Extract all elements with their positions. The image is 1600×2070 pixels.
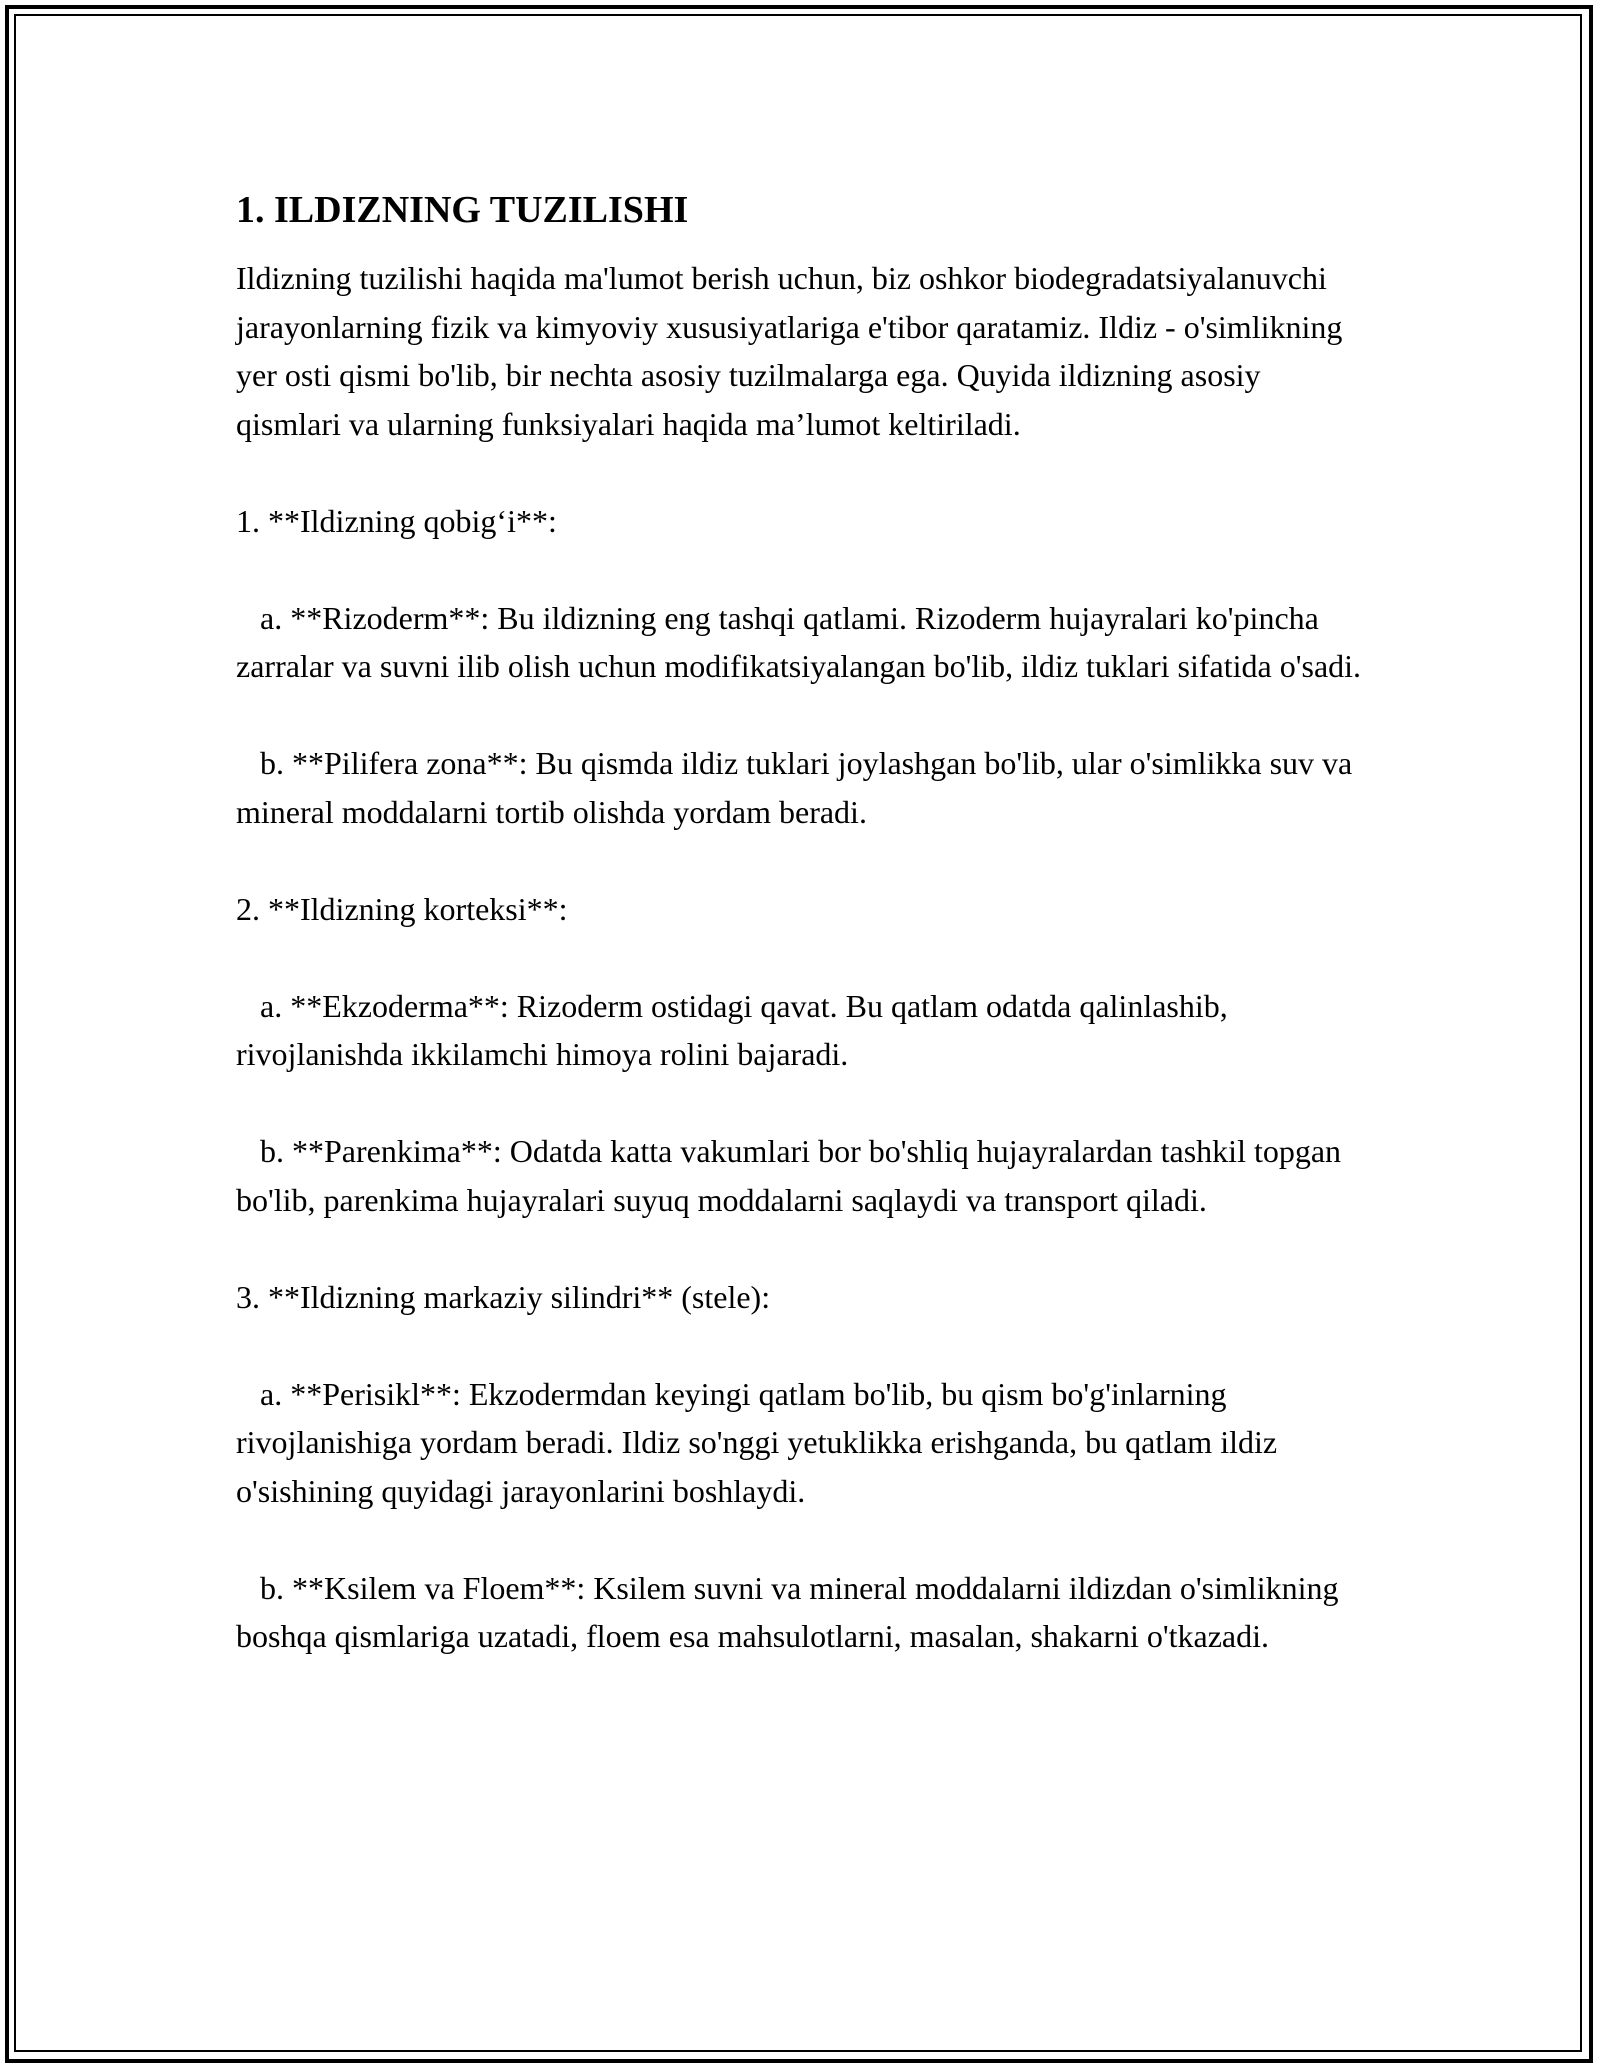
document-title: 1. ILDIZNING TUZILISHI: [236, 189, 689, 231]
list-item-ksilem-floem: b. **Ksilem va Floem**: Ksilem suvni va mineral moddalarni ildizdan o'simlikning boshqa qismlariga uzatadi, floem esa mahsulotlarni, masalan, shakarni o'tkazadi.: [236, 1569, 1347, 1654]
list-item-ekzoderma: a. **Ekzoderma**: Rizoderm ostidagi qavat. Bu qatlam odatda qalinlashib, rivojlanishda ikkilamchi himoya rolini bajaradi.: [236, 987, 1236, 1072]
document-body: [236, 186, 1366, 1661]
paragraph-gap: [236, 836, 1366, 885]
list-item-pilifera-zona: b. **Pilifera zona**: Bu qismda ildiz tuklari joylashgan bo'lib, ular o'simlikka suv va mineral moddalarni tortib olishda yordam beradi.: [236, 745, 1361, 830]
paragraph-gap: [236, 1515, 1366, 1564]
list-item-rizoderm: a. **Rizoderm**: Bu ildizning eng tashqi qatlami. Rizoderm hujayralari ko'pincha zarralar va suvni ilib olish uchun modifikatsiyalangan bo'lib, ildiz tuklari sifatida o'sadi.: [236, 599, 1362, 684]
intro-paragraph: Ildizning tuzilishi haqida ma'lumot berish uchun, biz oshkor biodegradatsiyalanuvchi jarayonlarning fizik va kimyoviy xususiyatlariga e'tibor qaratamiz. Ildiz - o'simlikning yer osti qismi bo'lib, bir nechta asosiy tuzilmalarga ega. Quyida ildizning asosiy qismlari va ularning funksiyalari haqida ma’lumot keltiriladi.: [236, 260, 1351, 442]
section-heading-markaziy-silindr: 3. **Ildizning markaziy silindri** (stele):: [236, 1278, 771, 1315]
paragraph-gap: [236, 1079, 1366, 1128]
paragraph-gap: [236, 1224, 1366, 1273]
paragraph-gap: [236, 448, 1366, 497]
paragraph-gap: [236, 545, 1366, 594]
paragraph-gap: [236, 933, 1366, 982]
list-item-perisikl: a. **Perisikl**: Ekzodermdan keyingi qatlam bo'lib, bu qism bo'g'inlarning rivojlanishiga yordam beradi. Ildiz so'nggi yetuklikka erishganda, bu qatlam ildiz o'sishining quyidagi jarayonlarini boshlaydi.: [236, 1375, 1286, 1509]
paragraph-gap: [236, 691, 1366, 740]
list-item-parenkima: b. **Parenkima**: Odatda katta vakumlari bor bo'shliq hujayralardan tashkil topgan bo'lib, parenkima hujayralari suyuq moddalarni saqlaydi va transport qiladi.: [236, 1133, 1350, 1218]
section-heading-korteksi: 2. **Ildizning korteksi**:: [236, 890, 568, 927]
section-heading-qobig: 1. **Ildizning qobig‘i**:: [236, 502, 557, 539]
paragraph-gap: [236, 1321, 1366, 1370]
